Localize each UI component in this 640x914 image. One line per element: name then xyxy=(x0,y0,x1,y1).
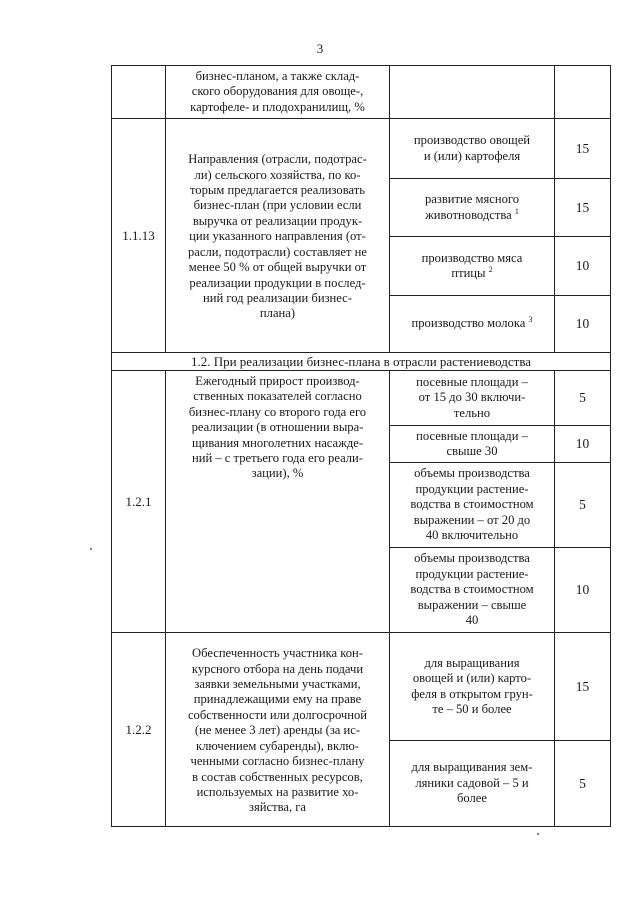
condition-line: объемы производства xyxy=(414,551,530,566)
condition-line: продукции растение- xyxy=(415,481,529,496)
condition-line: развитие мясного xyxy=(424,192,520,207)
table-row xyxy=(112,371,611,426)
condition-line: более xyxy=(456,791,487,806)
condition-cell xyxy=(390,179,555,237)
condition-line: для выращивания зем- xyxy=(411,760,533,775)
description-line: менее 50 % от общей выручки от xyxy=(188,260,367,275)
condition-line: ляники садовой – 5 и xyxy=(415,775,529,790)
condition-line: производство овощей xyxy=(413,133,531,148)
condition-cell xyxy=(390,741,555,827)
condition-line: и (или) картофеля xyxy=(423,148,521,163)
condition-line: феля в открытом грун- xyxy=(411,686,533,701)
condition-cell xyxy=(390,548,555,633)
description-cell xyxy=(166,633,390,827)
condition-text: птицы xyxy=(451,266,486,280)
condition-line xyxy=(393,208,551,223)
scan-speck xyxy=(537,833,539,835)
condition-cell xyxy=(390,633,555,741)
condition-line: выражении – от 20 до xyxy=(413,512,531,527)
score-cell: 5 xyxy=(555,741,611,827)
condition-line: те – 50 и более xyxy=(432,701,512,716)
condition-text: животноводства xyxy=(425,207,512,222)
table-row xyxy=(112,633,611,741)
description-line: ли) сельского хозяйства, по ко- xyxy=(194,167,361,182)
score-cell: 15 xyxy=(555,119,611,179)
score-cell xyxy=(555,66,611,119)
condition-line: тельно xyxy=(453,405,491,420)
table-row xyxy=(112,119,611,179)
description-line: ключением субаренды), вклю- xyxy=(196,738,359,753)
criterion-number: 1.2.2 xyxy=(112,633,166,827)
description-line: зяйства, га xyxy=(248,800,307,815)
description-line: бизнес-плану со второго года его xyxy=(188,404,367,419)
description-line: картофеле- и плодохранилищ, % xyxy=(190,99,365,114)
criterion-number: 1.1.13 xyxy=(112,119,166,353)
score-cell: 15 xyxy=(555,179,611,237)
condition-cell xyxy=(390,463,555,548)
description-line: ского оборудования для овоще-, xyxy=(191,84,364,99)
description-line: реализации продукции в послед- xyxy=(189,275,366,290)
condition-line: продукции растение- xyxy=(415,566,529,581)
footnote-mark: 2 xyxy=(488,264,493,274)
footnote-mark: 3 xyxy=(528,315,533,325)
condition-line: 40 включительно xyxy=(425,528,519,543)
description-line: торым предлагается реализовать xyxy=(189,183,366,198)
scan-speck xyxy=(90,548,92,550)
description-line: принадлежащими ему на праве xyxy=(193,692,362,707)
condition-line: выражении – свыше xyxy=(417,597,527,612)
condition-line: овощей и (или) карто- xyxy=(412,671,532,686)
description-line: Ежегодный прирост производ- xyxy=(195,374,360,388)
condition-line: производство мяса xyxy=(421,250,523,265)
description-line: ции указанного направления (от- xyxy=(189,229,366,244)
score-cell: 10 xyxy=(555,296,611,353)
description-line: ний год реализации бизнес- xyxy=(203,290,352,305)
condition-line: объемы производства xyxy=(414,466,530,481)
description-line: бизнес-планом, а также склад- xyxy=(195,69,360,83)
condition-cell xyxy=(390,371,555,426)
condition-line: посевные площади – xyxy=(416,428,528,443)
condition-line: водства в стоимостном xyxy=(410,497,534,512)
description-line: щивания многолетних насажде- xyxy=(191,435,364,450)
description-cell xyxy=(166,119,390,353)
description-line: ний – с третьего года его реали- xyxy=(191,451,363,466)
description-line: зации), % xyxy=(251,466,304,481)
description-line: используемых на развитие хо- xyxy=(196,784,359,799)
condition-line xyxy=(393,316,551,331)
section-title: 1.2. При реализации бизнес-плана в отрасли растениеводства xyxy=(112,353,611,371)
description-line: курсного отбора на день подачи xyxy=(191,661,364,676)
description-line: расли, подотрасли) составляет не xyxy=(188,244,367,259)
description-cell xyxy=(166,66,390,119)
condition-cell xyxy=(390,119,555,179)
condition-cell xyxy=(390,426,555,463)
description-line: Обеспеченность участника кон- xyxy=(191,646,363,661)
description-line: плана) xyxy=(259,306,296,321)
description-line: реализации (в отношении выра- xyxy=(191,420,364,435)
description-line: ченными согласно бизнес-плану xyxy=(190,754,365,769)
criterion-number: 1.2.1 xyxy=(112,371,166,633)
criteria-table xyxy=(111,65,611,827)
score-cell: 10 xyxy=(555,426,611,463)
description-line: выручка от реализации продук- xyxy=(192,213,363,228)
description-line: ственных показателей согласно xyxy=(193,389,362,404)
description-cell xyxy=(166,371,390,633)
description-line: бизнес-план (при условии если xyxy=(193,198,362,213)
condition-line: водства в стоимостном xyxy=(410,582,534,597)
condition-text: производство молока xyxy=(411,316,526,331)
score-cell: 15 xyxy=(555,633,611,741)
condition-line: свыше 30 xyxy=(446,444,498,458)
description-line: Направления (отрасли, подотрас- xyxy=(188,152,367,167)
condition-cell xyxy=(390,66,555,119)
condition-line: посевные площади – xyxy=(416,374,528,389)
condition-cell xyxy=(390,296,555,353)
condition-cell xyxy=(390,237,555,296)
number-cell xyxy=(112,66,166,119)
score-cell: 10 xyxy=(555,237,611,296)
condition-line: для выращивания xyxy=(424,655,520,670)
condition-line xyxy=(393,266,551,281)
condition-line: от 15 до 30 включи- xyxy=(418,390,526,405)
section-row xyxy=(112,353,611,371)
description-line: собственности или долгосрочной xyxy=(187,707,368,722)
score-cell: 10 xyxy=(555,548,611,633)
condition-line: 40 xyxy=(465,613,479,628)
description-line: в состав собственных ресурсов, xyxy=(192,769,363,784)
score-cell: 5 xyxy=(555,463,611,548)
score-cell: 5 xyxy=(555,371,611,426)
description-line: заявки земельными участками, xyxy=(194,677,361,692)
page-number: 3 xyxy=(316,41,324,56)
description-line: (не менее 3 лет) аренды (за ис- xyxy=(194,723,361,738)
footnote-mark: 1 xyxy=(514,206,519,216)
table-row-continuation xyxy=(112,66,611,119)
